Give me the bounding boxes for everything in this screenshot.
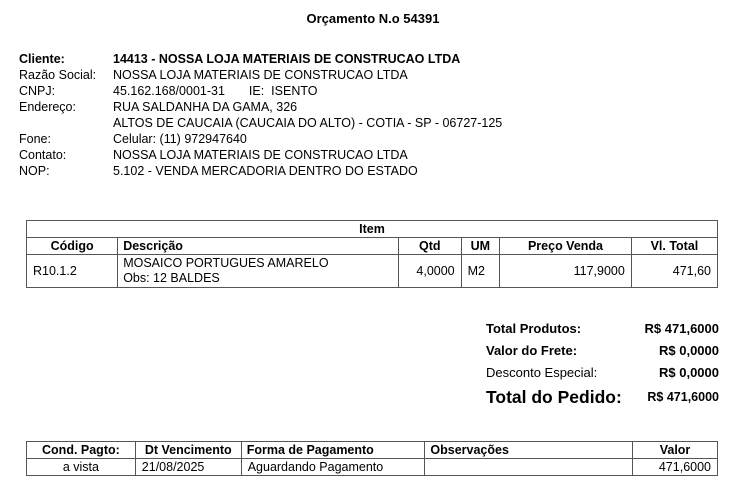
total-pedido-row <box>486 386 719 410</box>
valor-frete-value: R$ 0,0000 <box>659 343 719 358</box>
document-title: Orçamento N.o 54391 <box>306 11 440 26</box>
desconto-row <box>486 364 719 386</box>
item-total: 471,60 <box>631 255 717 288</box>
payment-table <box>26 441 718 476</box>
endereco-line2: ALTOS DE CAUCAIA (CAUCAIA DO ALTO) - COTIA - SP - 06727-125 <box>113 116 503 130</box>
total-pedido-value: R$ 471,6000 <box>647 390 719 404</box>
col-cond-pagto: Cond. Pagto: <box>27 442 136 459</box>
table-row <box>27 255 718 288</box>
payment-header-row <box>27 442 718 459</box>
col-preco: Preço Venda <box>500 238 632 255</box>
nop-label: NOP: <box>19 164 50 178</box>
item-codigo: R10.1.2 <box>27 255 118 288</box>
col-valor: Valor <box>633 442 718 459</box>
col-dt-vencimento: Dt Vencimento <box>135 442 241 459</box>
contato-row <box>19 147 502 163</box>
razao-value: NOSSA LOJA MATERIAIS DE CONSTRUCAO LTDA <box>113 68 408 82</box>
razao-row <box>19 67 502 83</box>
col-observacoes: Observações <box>425 442 633 459</box>
col-codigo: Código <box>27 238 118 255</box>
cliente-value: 14413 - NOSSA LOJA MATERIAIS DE CONSTRUCAO LTDA <box>113 52 461 66</box>
valor-frete-row <box>486 342 719 364</box>
pay-valor: 471,6000 <box>633 459 718 476</box>
nop-row <box>19 163 502 179</box>
cliente-label: Cliente: <box>19 52 65 66</box>
nop-value: 5.102 - VENDA MERCADORIA DENTRO DO ESTADO <box>113 164 418 178</box>
col-forma-pagamento: Forma de Pagamento <box>241 442 425 459</box>
item-descricao: MOSAICO PORTUGUES AMARELO <box>123 256 329 270</box>
pay-forma: Aguardando Pagamento <box>241 459 425 476</box>
total-produtos-value: R$ 471,6000 <box>644 321 719 336</box>
items-group-header: Item <box>27 221 718 238</box>
desconto-value: R$ 0,0000 <box>659 365 719 380</box>
total-pedido-label: Total do Pedido: <box>486 387 622 407</box>
pay-venc: 21/08/2025 <box>135 459 241 476</box>
contato-value: NOSSA LOJA MATERIAIS DE CONSTRUCAO LTDA <box>113 148 408 162</box>
pay-cond: a vista <box>27 459 136 476</box>
items-header-row <box>27 238 718 255</box>
total-produtos-label: Total Produtos: <box>486 321 582 336</box>
endereco-label: Endereço: <box>19 100 76 114</box>
col-descricao: Descrição <box>118 238 399 255</box>
cnpj-label: CNPJ: <box>19 84 56 98</box>
item-obs: Obs: 12 BALDES <box>123 271 220 285</box>
pay-obs <box>425 459 633 476</box>
desconto-label: Desconto Especial: <box>486 365 598 380</box>
items-table <box>26 220 718 288</box>
item-um: M2 <box>461 255 500 288</box>
cnpj-row <box>19 83 502 99</box>
total-produtos-row <box>486 320 719 342</box>
endereco-row-2 <box>19 115 502 131</box>
col-qtd: Qtd <box>398 238 461 255</box>
cnpj-value: 45.162.168/0001-31 <box>113 84 225 98</box>
valor-frete-label: Valor do Frete: <box>486 343 578 358</box>
cliente-row <box>19 51 502 67</box>
item-preco: 117,9000 <box>500 255 632 288</box>
fone-value: Celular: (11) 972947640 <box>113 132 247 146</box>
col-total: Vl. Total <box>631 238 717 255</box>
ie-label: IE: <box>248 84 265 98</box>
customer-info <box>19 51 502 179</box>
col-um: UM <box>461 238 500 255</box>
fone-label: Fone: <box>19 132 51 146</box>
razao-label: Razão Social: <box>19 68 97 82</box>
totals-block <box>486 320 719 410</box>
fone-row <box>19 131 502 147</box>
item-qtd: 4,0000 <box>398 255 461 288</box>
endereco-row <box>19 99 502 115</box>
table-row <box>27 459 718 476</box>
contato-label: Contato: <box>19 148 67 162</box>
endereco-line1: RUA SALDANHA DA GAMA, 326 <box>113 100 298 114</box>
ie-value: ISENTO <box>271 84 318 98</box>
